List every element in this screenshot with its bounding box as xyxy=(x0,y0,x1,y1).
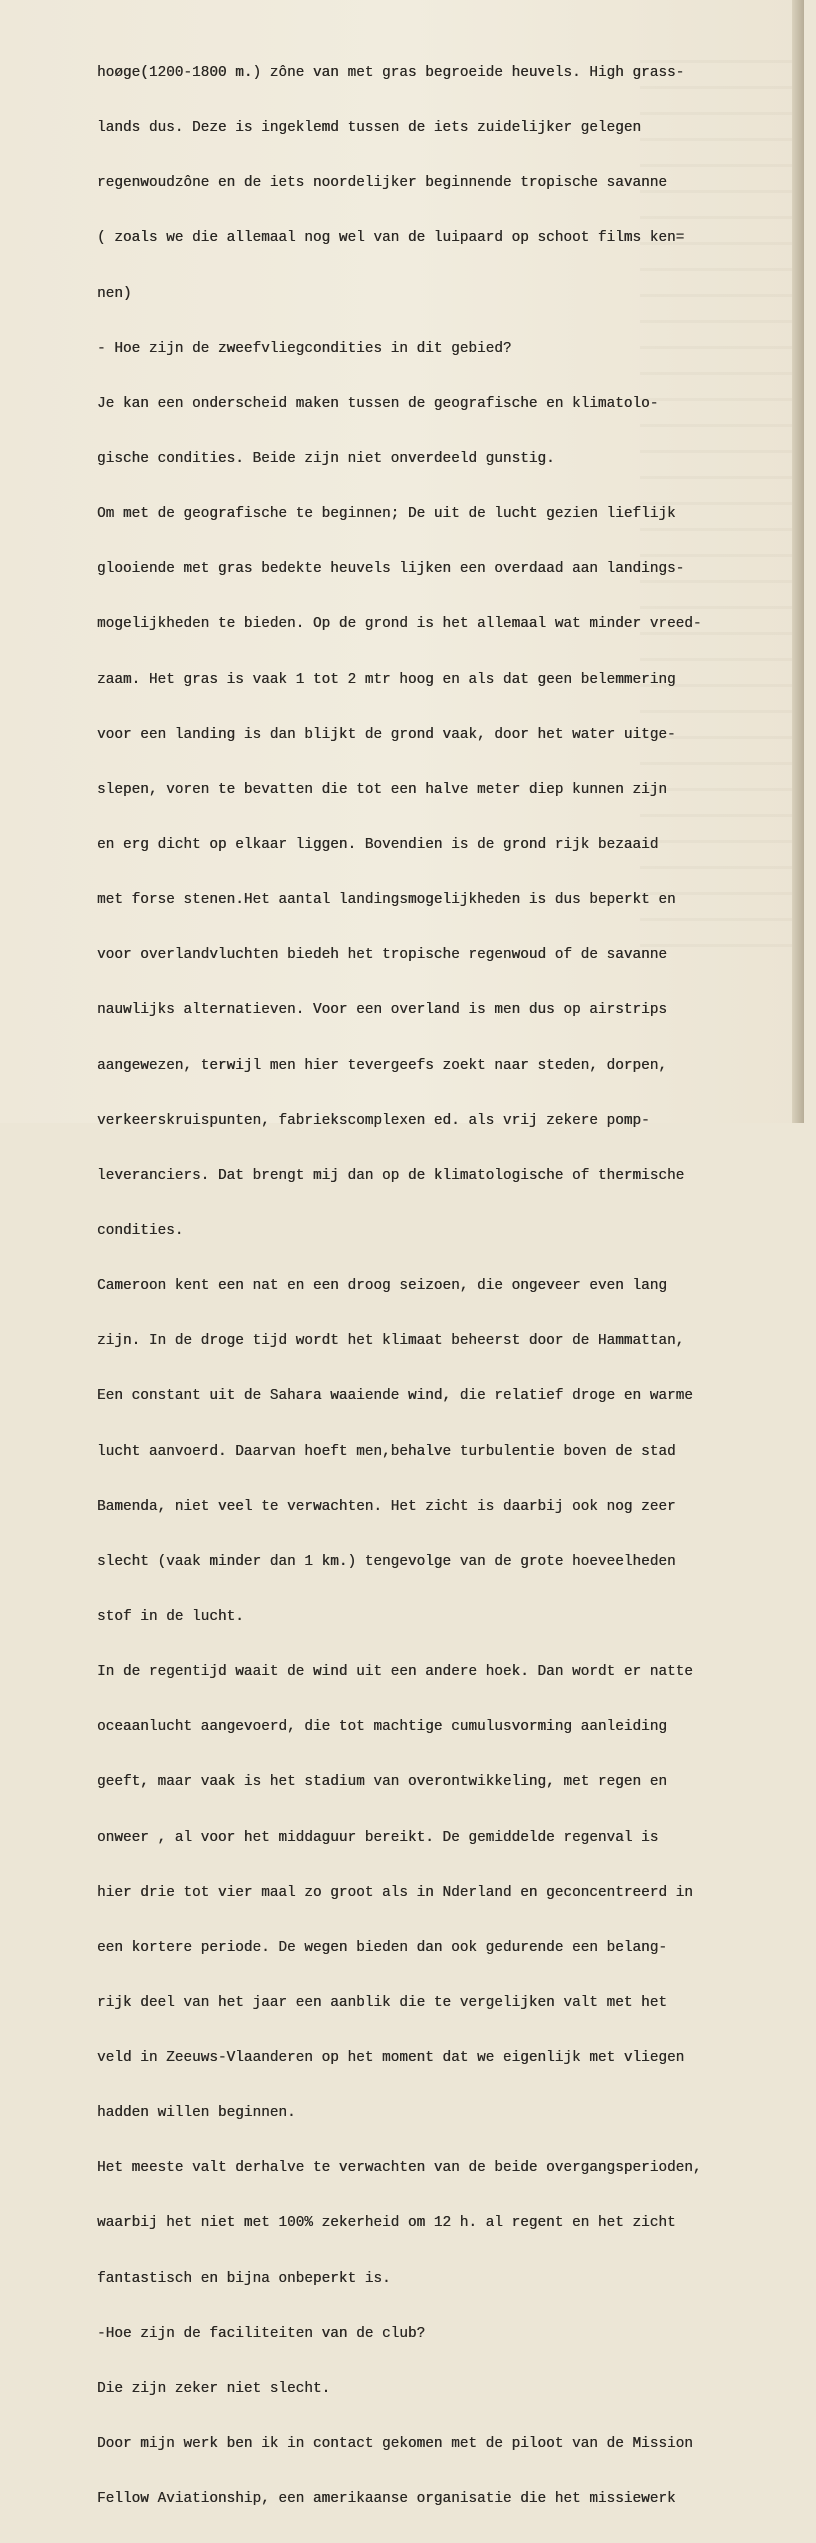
text-line: leveranciers. Dat brengt mij dan op de klimatologische of thermische xyxy=(97,1167,685,1184)
text-line: Bamenda, niet veel te verwachten. Het zicht is daarbij ook nog zeer xyxy=(97,1498,676,1515)
text-line: onweer , al voor het middaguur bereikt. De gemiddelde regenval is xyxy=(97,1829,659,1846)
text-line: verkeerskruispunten, fabriekscomplexen ed. als vrij zekere pomp- xyxy=(97,1112,650,1129)
text-line: - Hoe zijn de zweefvliegcondities in dit gebied? xyxy=(97,340,512,357)
text-line: en erg dicht op elkaar liggen. Bovendien is de grond rijk bezaaid xyxy=(97,836,659,853)
text-line: mogelijkheden te bieden. Op de grond is het allemaal wat minder vreed- xyxy=(97,616,702,633)
text-line: stof in de lucht. xyxy=(97,1608,244,1625)
text-line: regenwoudzône en de iets noordelijker beginnende tropische savanne xyxy=(97,175,667,192)
text-line: In de regentijd waait de wind uit een andere hoek. Dan wordt er natte xyxy=(97,1664,693,1681)
text-line: Een constant uit de Sahara waaiende wind, die relatief droge en warme xyxy=(97,1388,693,1405)
text-line: fantastisch en bijna onbeperkt is. xyxy=(97,2270,391,2287)
text-line: nauwlijks alternatieven. Voor een overland is men dus op airstrips xyxy=(97,1002,667,1019)
page-edge-shadow xyxy=(792,0,804,1123)
text-line: zaam. Het gras is vaak 1 tot 2 mtr hoog en als dat geen belemmering xyxy=(97,671,676,688)
text-line: condities. xyxy=(97,1222,184,1239)
text-line: waarbij het niet met 100% zekerheid om 12 h. al regent en het zicht xyxy=(97,2215,676,2232)
text-line: een kortere periode. De wegen bieden dan ook gedurende een belang- xyxy=(97,1939,667,1956)
text-line: hier drie tot vier maal zo groot als in Nderland en geconcentreerd in xyxy=(97,1884,693,1901)
text-line: zijn. In de droge tijd wordt het klimaat beheerst door de Hammattan, xyxy=(97,1333,685,1350)
text-line: veld in Zeeuws-Vlaanderen op het moment dat we eigenlijk met vliegen xyxy=(97,2050,685,2067)
text-line: Om met de geografische te beginnen; De uit de lucht gezien lieflijk xyxy=(97,506,676,523)
text-line: ( zoals we die allemaal nog wel van de luipaard op schoot films ken= xyxy=(97,230,685,247)
text-line: geeft, maar vaak is het stadium van overontwikkeling, met regen en xyxy=(97,1774,667,1791)
text-line: oceaanlucht aangevoerd, die tot machtige cumulusvorming aanleiding xyxy=(97,1719,667,1736)
text-line: Die zijn zeker niet slecht. xyxy=(97,2380,331,2397)
text-line: aangewezen, terwijl men hier tevergeefs zoekt naar steden, dorpen, xyxy=(97,1057,667,1074)
text-line: lands dus. Deze is ingeklemd tussen de iets zuidelijker gelegen xyxy=(97,120,642,137)
text-line: Door mijn werk ben ik in contact gekomen met de piloot van de Mission xyxy=(97,2436,693,2453)
text-line: Je kan een onderscheid maken tussen de geografische en klimatolo- xyxy=(97,395,659,412)
text-line: Cameroon kent een nat en een droog seizoen, die ongeveer even lang xyxy=(97,1278,667,1295)
text-line: slecht (vaak minder dan 1 km.) tengevolge van de grote hoeveelheden xyxy=(97,1553,676,1570)
text-line: -Hoe zijn de faciliteiten van de club? xyxy=(97,2325,426,2342)
text-line: voor een landing is dan blijkt de grond vaak, door het water uitge- xyxy=(97,726,676,743)
text-line: nen) xyxy=(97,285,132,302)
text-line: gische condities. Beide zijn niet onverdeeld gunstig. xyxy=(97,450,555,467)
text-line: glooiende met gras bedekte heuvels lijken een overdaad aan landings- xyxy=(97,561,685,578)
text-line: rijk deel van het jaar een aanblik die te vergelijken valt met het xyxy=(97,1994,667,2011)
text-line: hoøge(1200-1800 m.) zône van met gras begroeide heuvels. High grass- xyxy=(97,65,685,81)
text-line: met forse stenen.Het aantal landingsmogelijkheden is dus beperkt en xyxy=(97,892,676,909)
text-line: lucht aanvoerd. Daarvan hoeft men,behalve turbulentie boven de stad xyxy=(97,1443,676,1460)
text-line: slepen, voren te bevatten die tot een halve meter diep kunnen zijn xyxy=(97,781,667,798)
text-line: Fellow Aviationship, een amerikaanse organisatie die het missiewerk xyxy=(97,2491,676,2508)
text-line: Het meeste valt derhalve te verwachten van de beide overgangsperioden, xyxy=(97,2160,702,2177)
text-line: hadden willen beginnen. xyxy=(97,2105,296,2122)
typewritten-text xyxy=(97,30,707,2543)
text-line: voor overlandvluchten biedeh het tropische regenwoud of de savanne xyxy=(97,947,667,964)
